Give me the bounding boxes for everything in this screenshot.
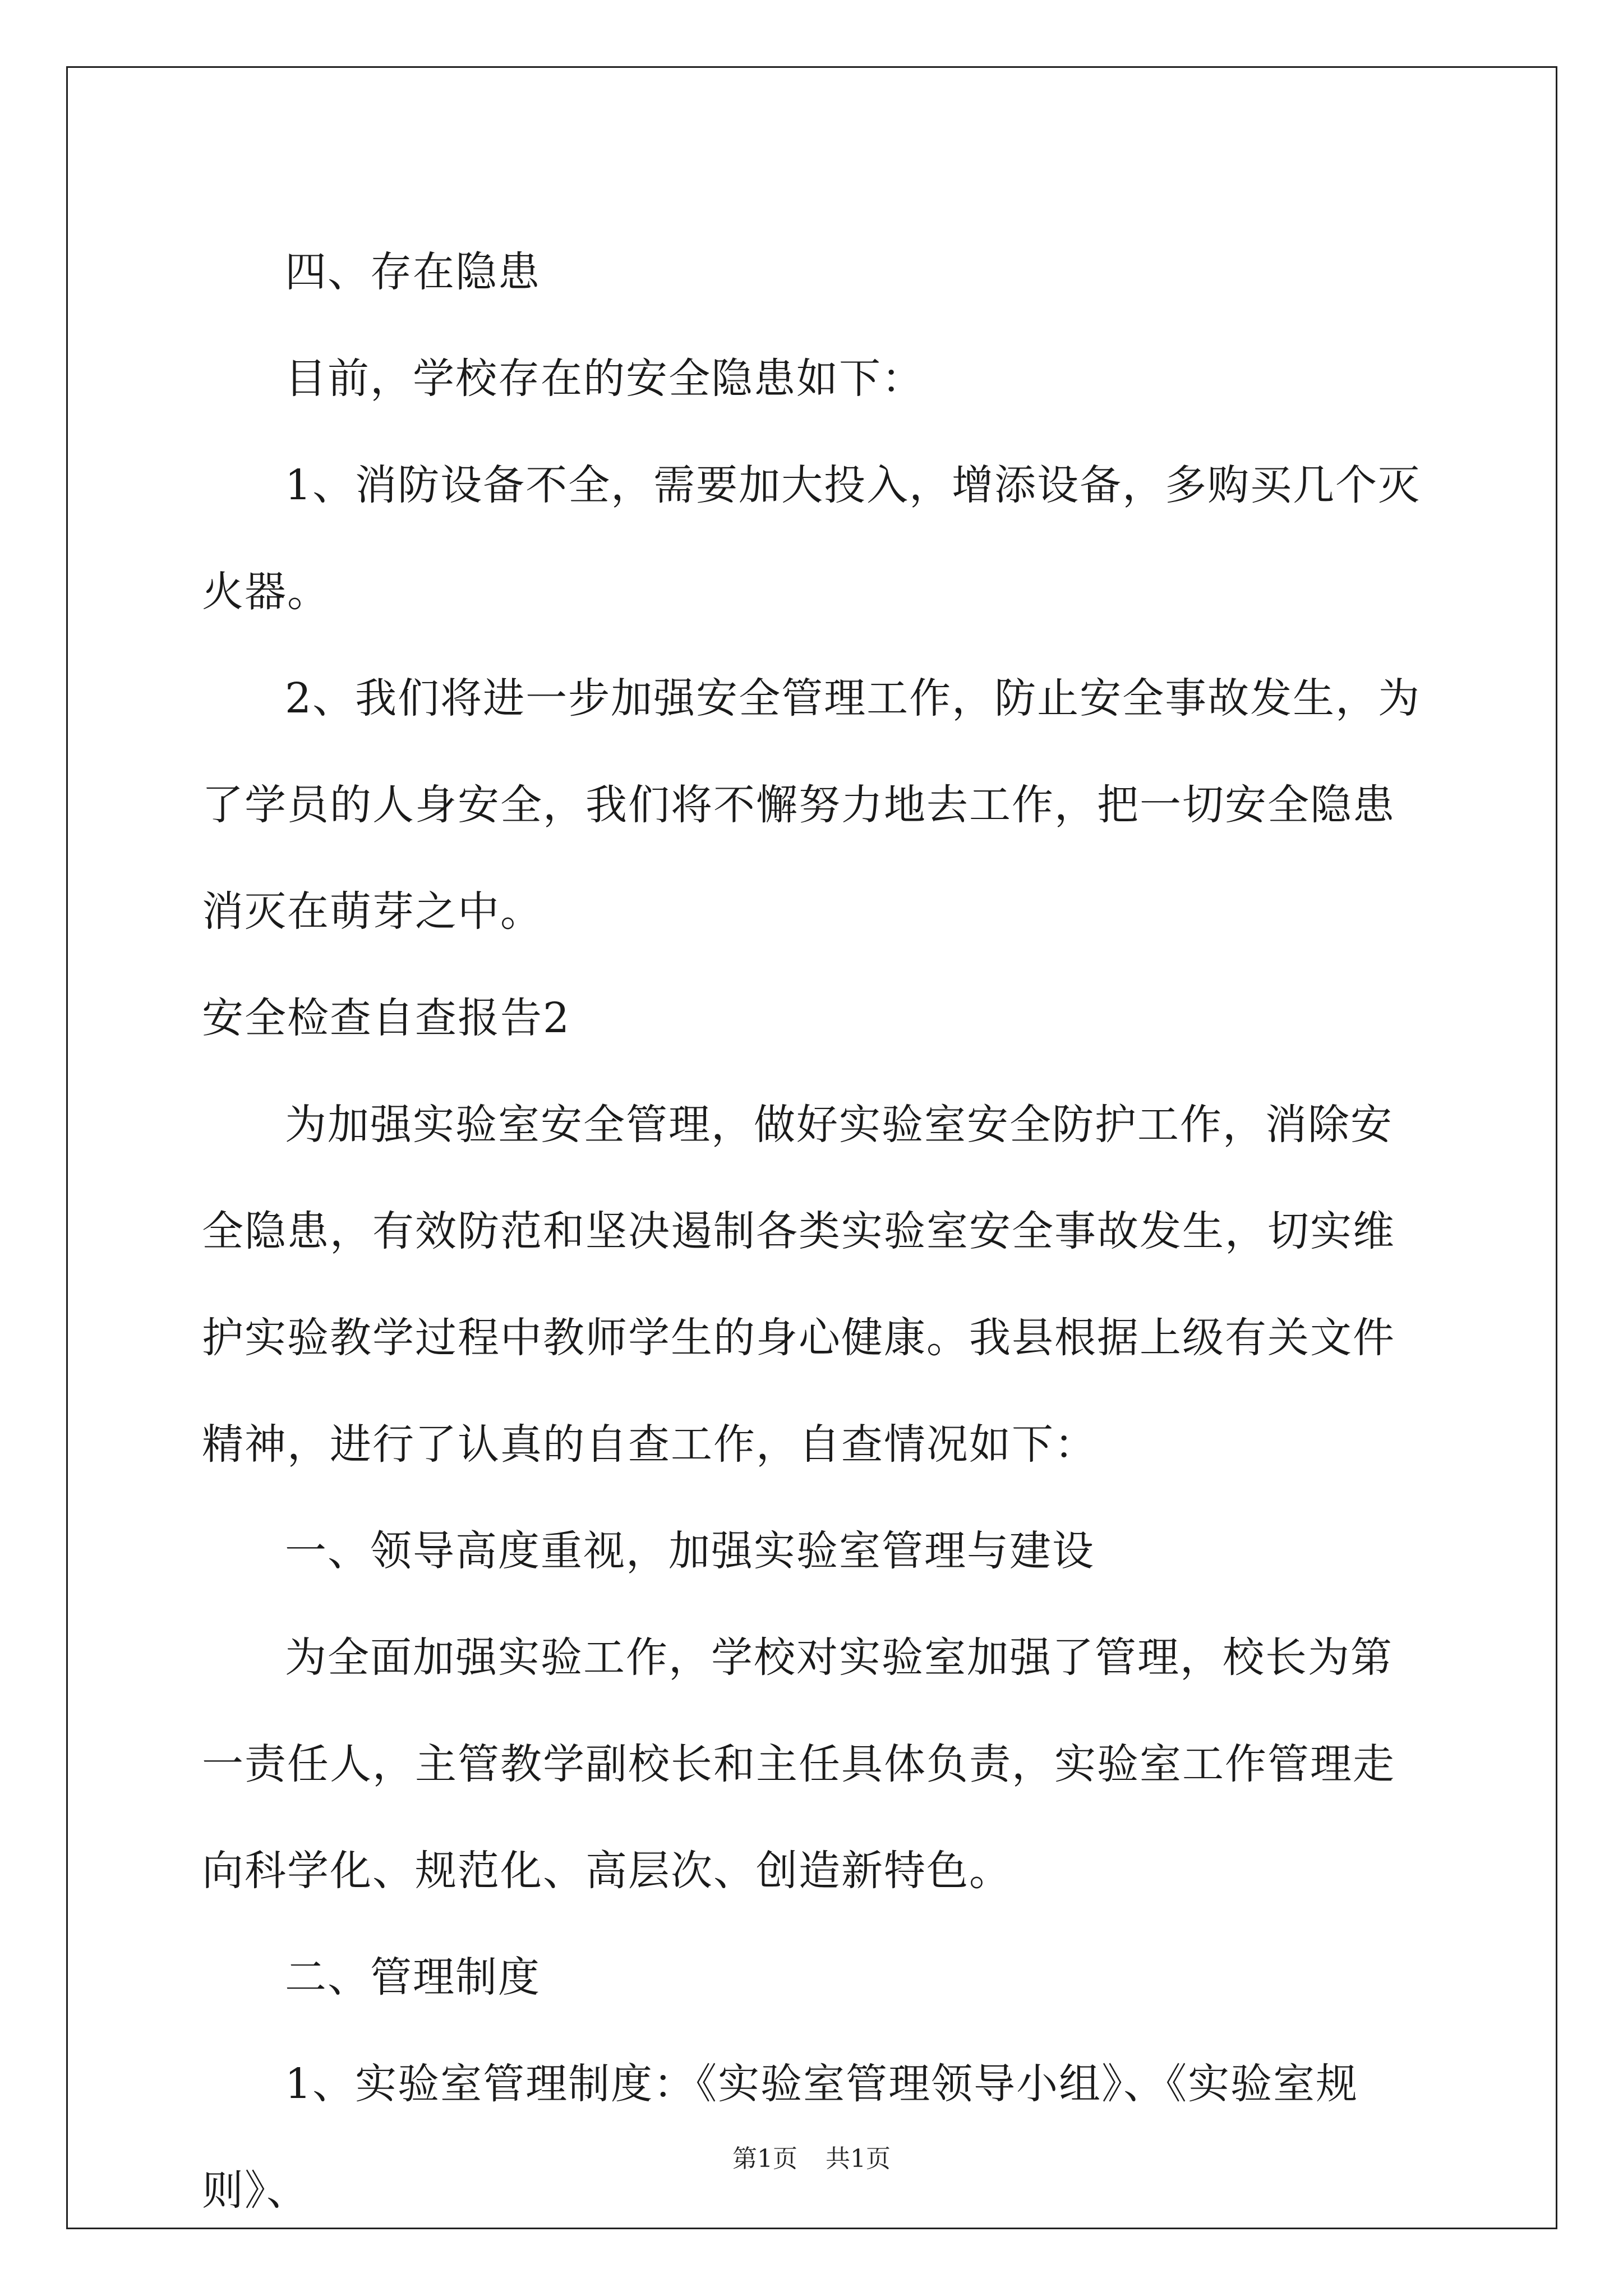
paragraph-lab-rules: 1、实验室管理制度：《实验室管理领导小组》、《实验室规则》、 — [202, 2060, 1359, 2215]
paragraph-section-one-title: 一、领导高度重视，加强实验室管理与建设 — [285, 1527, 1095, 1575]
report-heading: 安全检查自查报告2 — [202, 994, 571, 1042]
page-total: 共1页 — [826, 2145, 891, 2173]
document-body — [202, 219, 1424, 2244]
paragraph-hazard-1: 1、消防设备不全，需要加大投入，增添设备，多购买几个灭火器。 — [202, 461, 1421, 616]
page-footer — [0, 2138, 1623, 2174]
paragraph-report-intro: 为加强实验室安全管理，做好实验室安全防护工作，消除安全隐患，有效防范和坚决遏制各类实验室安全事故发生，切实维护实验教学过程中教师学生的身心健康。我县根据上级有关文件精神，进行了认真的自查工作，自查情况如下： — [202, 1101, 1395, 1469]
paragraph-section-four-title: 四、存在隐患 — [285, 248, 541, 296]
page-number: 第1页 — [732, 2145, 797, 2173]
paragraph-section-one-body: 为全面加强实验工作，学校对实验室加强了管理，校长为第一责任人，主管教学副校长和主任具体负责，实验室工作管理走向科学化、规范化、高层次、创造新特色。 — [202, 1634, 1395, 1895]
paragraph-hazards-intro: 目前，学校存在的安全隐患如下： — [285, 355, 924, 403]
paragraph-section-two-title: 二、管理制度 — [285, 1953, 541, 2001]
paragraph-hazard-2: 2、我们将进一步加强安全管理工作，防止安全事故发生，为了学员的人身安全，我们将不懈努力地去工作，把一切安全隐患消灭在萌芽之中。 — [202, 674, 1421, 936]
